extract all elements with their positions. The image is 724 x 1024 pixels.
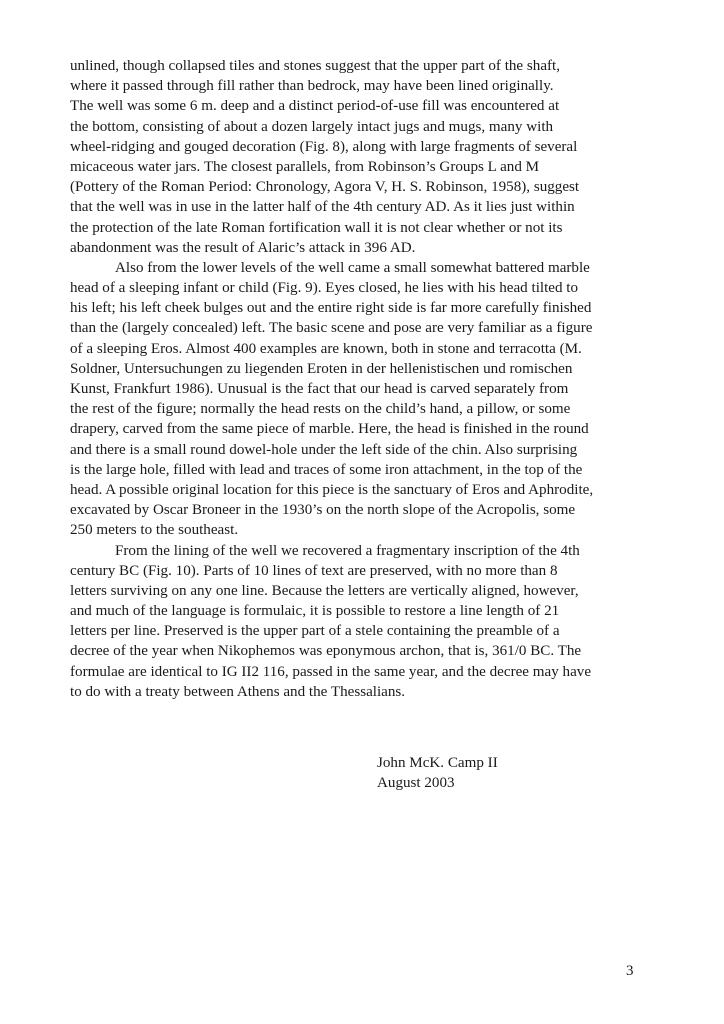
text-line: his left; his left cheek bulges out and the entire right side is far more carefully finished	[70, 300, 592, 317]
body-text	[70, 56, 662, 702]
text-line: formulae are identical to IG II2 116, passed in the same year, and the decree may have	[70, 663, 592, 680]
text-line: Also from the lower levels of the well came a small somewhat battered marble	[115, 259, 590, 276]
text-line: to do with a treaty between Athens and the Thessalians.	[70, 683, 406, 700]
text-line: 250 meters to the southeast.	[70, 522, 239, 539]
text-line: century BC (Fig. 10). Parts of 10 lines of text are preserved, with no more than 8	[70, 562, 558, 579]
text-line: (Pottery of the Roman Period: Chronology, Agora V, H. S. Robinson, 1958), suggest	[70, 179, 580, 196]
author-name: John McK. Camp II	[377, 755, 498, 771]
text-line: head. A possible original location for this piece is the sanctuary of Eros and Aphrodite,	[70, 481, 594, 498]
text-line: and much of the language is formulaic, it is possible to restore a line length of 21	[70, 603, 560, 620]
text-line: and there is a small round dowel-hole under the left side of the chin. Also surprising	[70, 441, 578, 458]
text-line: letters surviving on any one line. Because the letters are vertically aligned, however,	[70, 582, 579, 599]
page-number: 3	[626, 963, 634, 979]
signature-date: August 2003	[377, 775, 455, 791]
text-line: the protection of the late Roman fortification wall it is not clear whether or not its	[70, 219, 563, 236]
signature-block	[377, 753, 637, 793]
text-line: drapery, carved from the same piece of marble. Here, the head is finished in the round	[70, 421, 589, 438]
text-line: excavated by Oscar Broneer in the 1930’s on the north slope of the Acropolis, some	[70, 502, 576, 519]
text-line: abandonment was the result of Alaric’s attack in 396 AD.	[70, 239, 416, 256]
text-line: decree of the year when Nikophemos was eponymous archon, that is, 361/0 BC. The	[70, 643, 582, 660]
paragraph-inscription	[70, 541, 662, 703]
text-line: head of a sleeping infant or child (Fig. 9). Eyes closed, he lies with his head tilted to	[70, 280, 579, 297]
text-line: Soldner, Untersuchungen zu liegenden Eroten in der hellenistischen und romischen	[70, 360, 573, 377]
paragraph-marble-head	[70, 258, 662, 541]
text-line: the rest of the figure; normally the head rests on the child’s hand, a pillow, or some	[70, 401, 571, 418]
text-line: is the large hole, filled with lead and traces of some iron attachment, in the top of the	[70, 461, 583, 478]
text-line: wheel-ridging and gouged decoration (Fig. 8), along with large fragments of several	[70, 138, 578, 155]
text-line: The well was some 6 m. deep and a distinct period-of-use fill was encountered at	[70, 98, 560, 115]
text-line: unlined, though collapsed tiles and stones suggest that the upper part of the shaft,	[70, 58, 561, 74]
text-line: micaceous water jars. The closest parallels, from Robinson’s Groups L and M	[70, 158, 540, 175]
text-line: the bottom, consisting of about a dozen largely intact jugs and mugs, many with	[70, 118, 554, 135]
text-line: Kunst, Frankfurt 1986). Unusual is the fact that our head is carved separately from	[70, 381, 569, 397]
text-line: than the (largely concealed) left. The basic scene and pose are very familiar as a figure	[70, 320, 593, 337]
text-line: that the well was in use in the latter half of the 4th century AD. As it lies just within	[70, 199, 575, 216]
paragraph-well-fill	[70, 56, 662, 258]
text-line: of a sleeping Eros. Almost 400 examples are known, both in stone and terracotta (M.	[70, 340, 582, 357]
text-line: From the lining of the well we recovered a fragmentary inscription of the 4th	[115, 542, 580, 559]
text-line: letters per line. Preserved is the upper part of a stele containing the preamble of a	[70, 623, 560, 640]
text-line: where it passed through fill rather than bedrock, may have been lined originally.	[70, 78, 554, 95]
